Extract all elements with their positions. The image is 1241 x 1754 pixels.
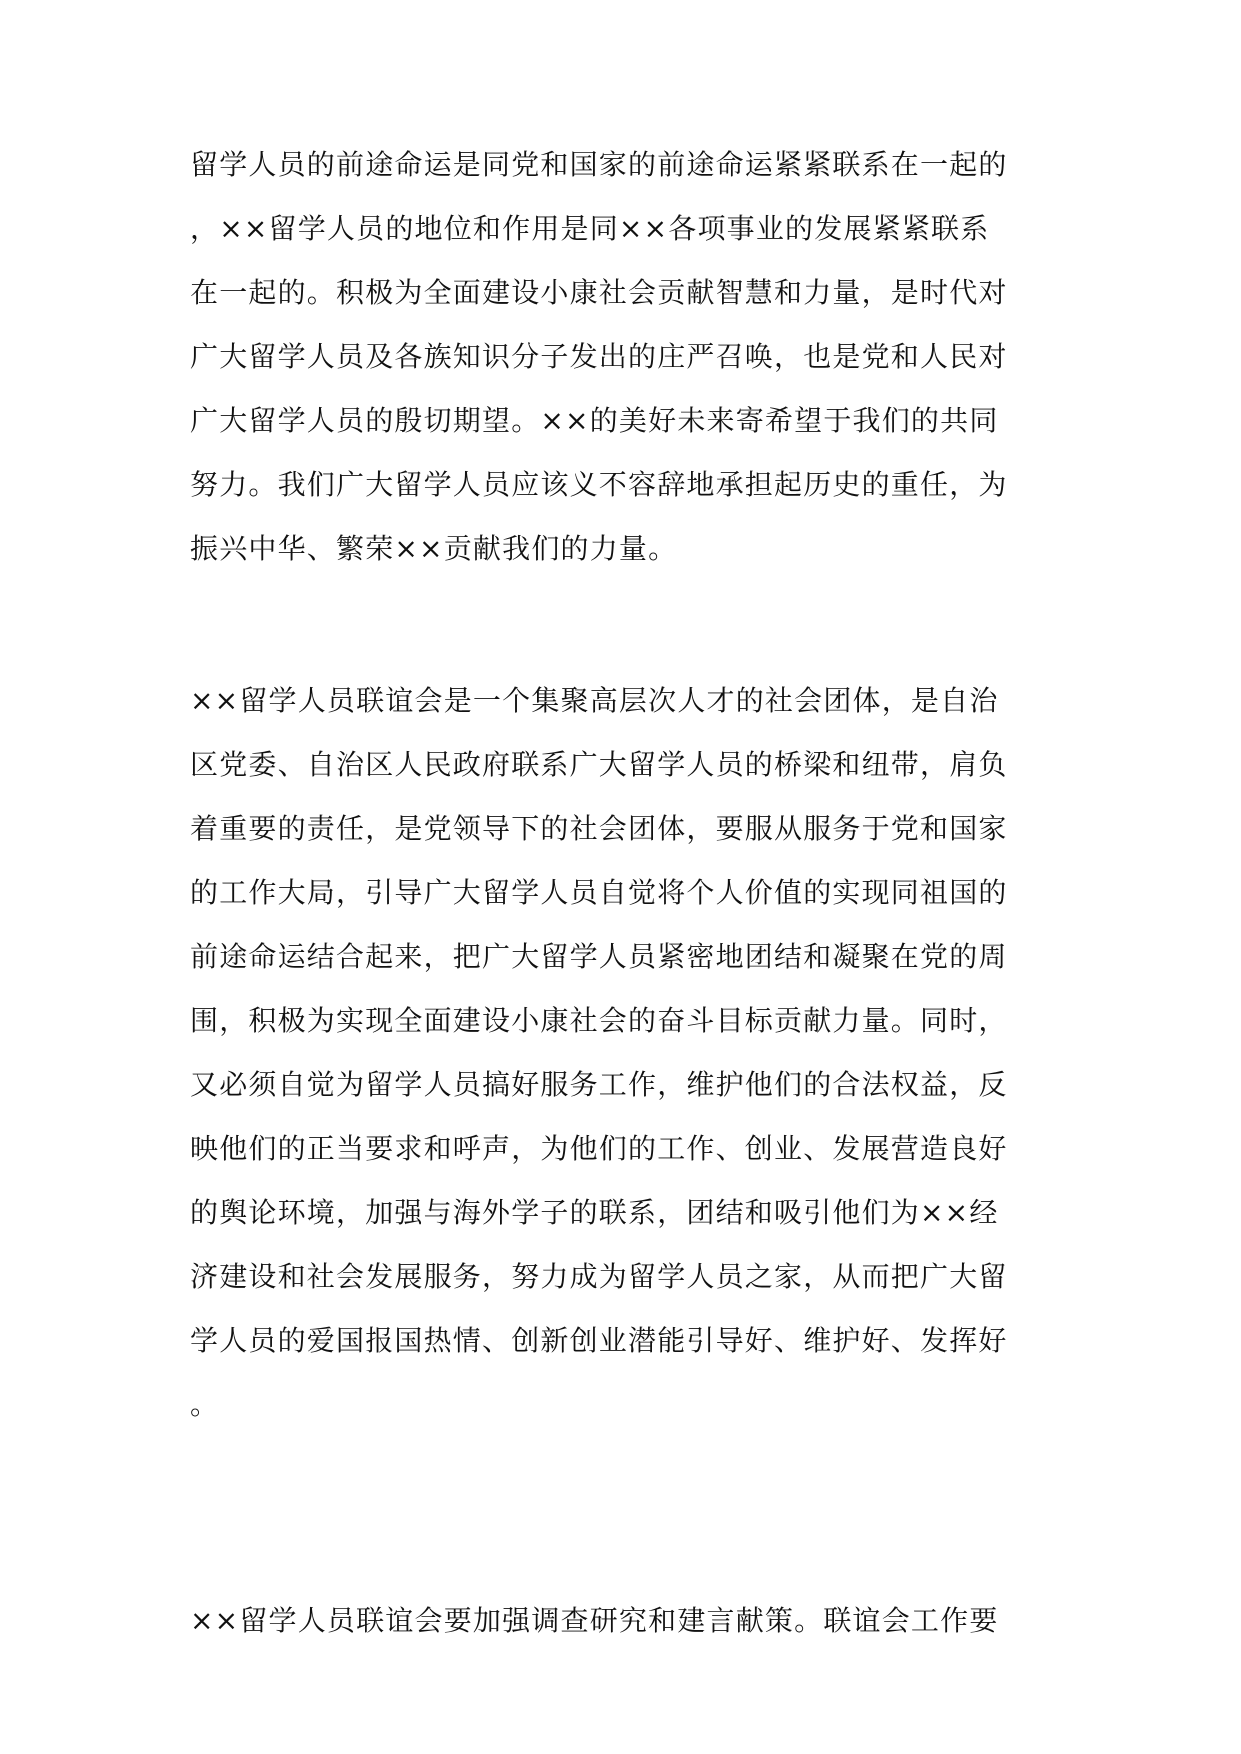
paragraph-2-line-12: 。 — [190, 1388, 220, 1421]
paragraph-2-line-9: 的舆论环境，加强与海外学子的联系，团结和吸引他们为××经 — [190, 1196, 999, 1229]
paragraph-2-line-8: 映他们的正当要求和呼声，为他们的工作、创业、发展营造良好 — [190, 1132, 1008, 1165]
paragraph-2-line-4: 的工作大局，引导广大留学人员自觉将个人价值的实现同祖国的 — [190, 876, 1008, 909]
paragraph-2-line-10: 济建设和社会发展服务，努力成为留学人员之家，从而把广大留 — [190, 1260, 1008, 1293]
paragraph-2-line-13 — [190, 1445, 1060, 1493]
paragraph-2-line-5: 前途命运结合起来，把广大留学人员紧密地团结和凝聚在党的周 — [190, 940, 1008, 973]
paragraph-1-line-7: 振兴中华、繁荣××贡献我们的力量。 — [190, 532, 678, 565]
paragraph-2-line-6: 围，积极为实现全面建设小康社会的奋斗目标贡献力量。同时， — [190, 1004, 1008, 1037]
paragraph-2-line-1: ××留学人员联谊会是一个集聚高层次人才的社会团体，是自治 — [190, 684, 999, 717]
paragraph-2-line-11: 学人员的爱国报国热情、创新创业潜能引导好、维护好、发挥好 — [190, 1324, 1008, 1357]
paragraph-1-line-4: 广大留学人员及各族知识分子发出的庄严召唤，也是党和人民对 — [190, 340, 1008, 373]
paragraph-2-line-3: 着重要的责任，是党领导下的社会团体，要服从服务于党和国家 — [190, 812, 1008, 845]
paragraph-1-line-6: 努力。我们广大留学人员应该义不容辞地承担起历史的重任，为 — [190, 468, 1008, 501]
paragraph-1-line-1: 留学人员的前途命运是同党和国家的前途命运紧紧联系在一起的 — [190, 148, 1008, 181]
paragraph-2-line-7: 又必须自觉为留学人员搞好服务工作，维护他们的合法权益，反 — [190, 1068, 1008, 1101]
paragraph-2-line-2: 区党委、自治区人民政府联系广大留学人员的桥梁和纽带，肩负 — [190, 748, 1008, 781]
paragraph-3-line-1: ××留学人员联谊会要加强调查研究和建言献策。联谊会工作要 — [190, 1604, 999, 1637]
paragraph-1-line-3: 在一起的。积极为全面建设小康社会贡献智慧和力量，是时代对 — [190, 276, 1008, 309]
paragraph-1-line-2: ，××留学人员的地位和作用是同××各项事业的发展紧紧联系 — [190, 212, 990, 245]
paragraph-1-line-5: 广大留学人员的殷切期望。××的美好未来寄希望于我们的共同 — [190, 404, 999, 437]
